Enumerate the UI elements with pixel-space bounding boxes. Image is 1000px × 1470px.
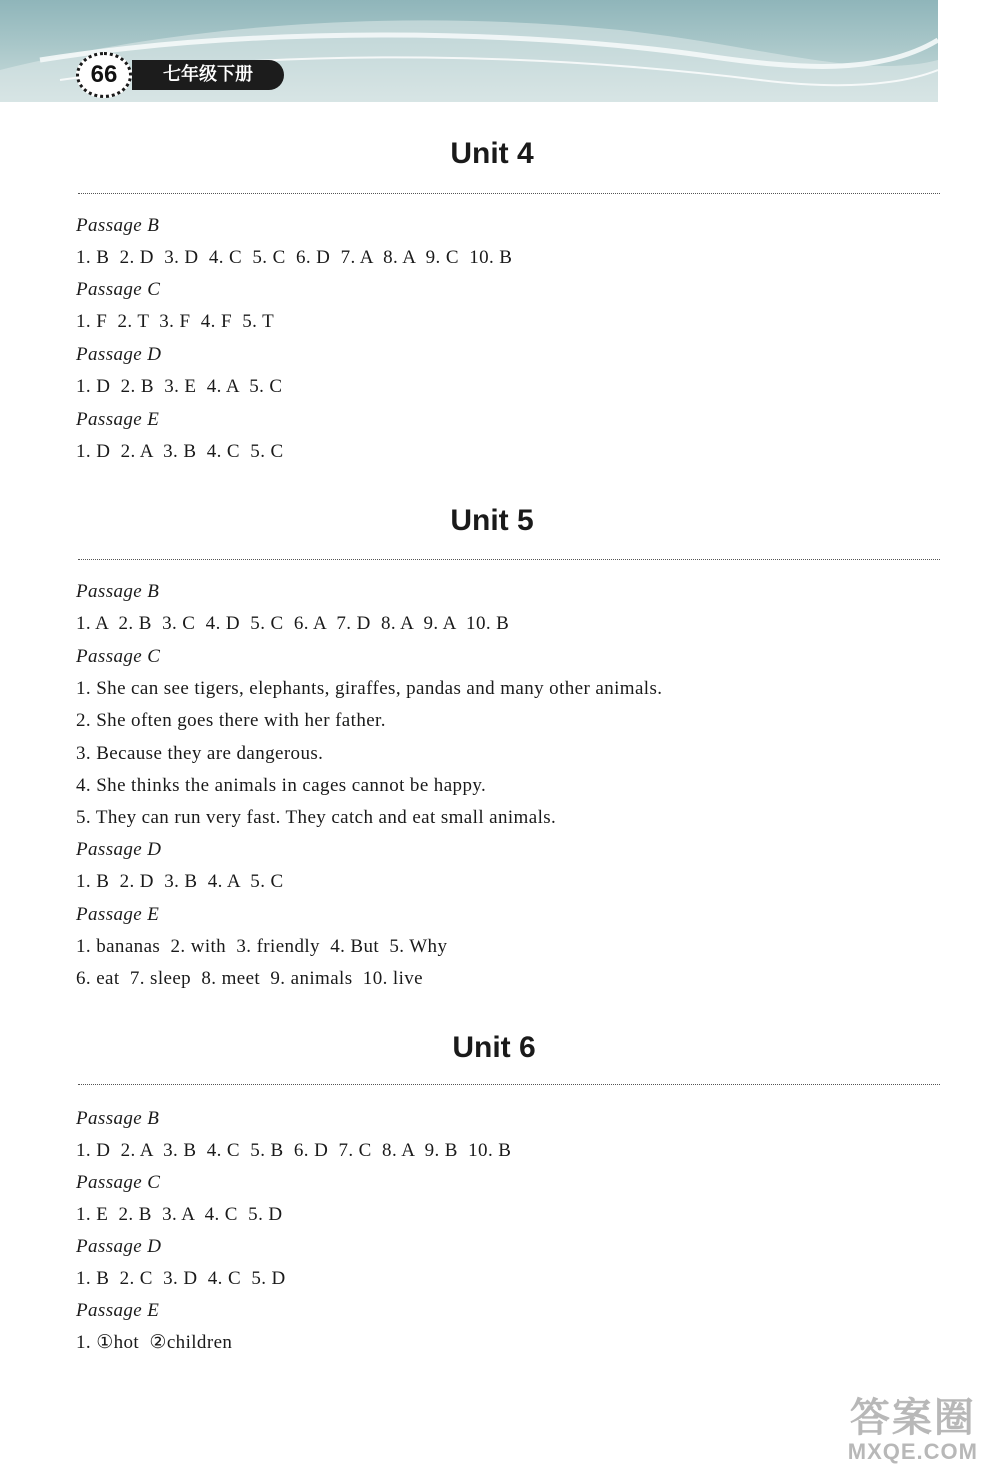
passage-title: Passage D [76,344,162,365]
passage-title: Passage C [76,1172,161,1193]
passage-title: Passage B [76,1108,160,1129]
dotted-divider [78,559,940,560]
passage-title: Passage E [76,904,160,925]
watermark-logo: 答案圈 [849,1396,976,1440]
answer-line: 6. eat 7. sleep 8. meet 9. animals 10. live [76,968,423,989]
passage-title: Passage B [76,215,160,236]
passage-title: Passage D [76,839,162,860]
dotted-divider [78,1084,940,1085]
unit-title: Unit 6 [452,1031,536,1064]
page-number-badge: 66 [76,52,132,98]
answer-line: 1. B 2. D 3. B 4. A 5. C [76,871,284,892]
answer-line: 1. ①hot ②children [76,1332,233,1353]
passage-title: Passage C [76,279,161,300]
watermark-url: MXQE.COM [847,1439,978,1464]
answer-line: 5. They can run very fast. They catch and eat small animals. [76,807,557,828]
unit-title: Unit 5 [450,504,534,537]
answer-line: 1. D 2. A 3. B 4. C 5. B 6. D 7. C 8. A 9. B 10. B [76,1140,512,1161]
answer-line: 1. F 2. T 3. F 4. F 5. T [76,311,275,332]
answer-line: 1. She can see tigers, elephants, giraffes, pandas and many other animals. [76,678,663,699]
answer-line: 1. E 2. B 3. A 4. C 5. D [76,1204,283,1225]
passage-title: Passage E [76,409,160,430]
passage-title: Passage C [76,646,161,667]
unit-title: Unit 4 [450,137,534,170]
answer-line: 1. B 2. D 3. D 4. C 5. C 6. D 7. A 8. A 9. C 10. B [76,247,513,268]
answer-line: 1. B 2. C 3. D 4. C 5. D [76,1268,286,1289]
grade-label: 七年级下册 [132,60,284,90]
answer-line: 1. A 2. B 3. C 4. D 5. C 6. A 7. D 8. A 9. A 10. B [76,613,510,634]
answer-line: 1. D 2. A 3. B 4. C 5. C [76,441,284,462]
answer-line: 1. bananas 2. with 3. friendly 4. But 5. Why [76,936,448,957]
answer-line: 1. D 2. B 3. E 4. A 5. C [76,376,283,397]
passage-title: Passage D [76,1236,162,1257]
passage-title: Passage B [76,581,160,602]
site-watermark [848,1396,978,1464]
answer-line: 3. Because they are dangerous. [76,743,324,764]
passage-title: Passage E [76,1300,160,1321]
answer-line: 2. She often goes there with her father. [76,710,386,731]
dotted-divider [78,193,940,194]
answer-line: 4. She thinks the animals in cages cannot be happy. [76,775,487,796]
